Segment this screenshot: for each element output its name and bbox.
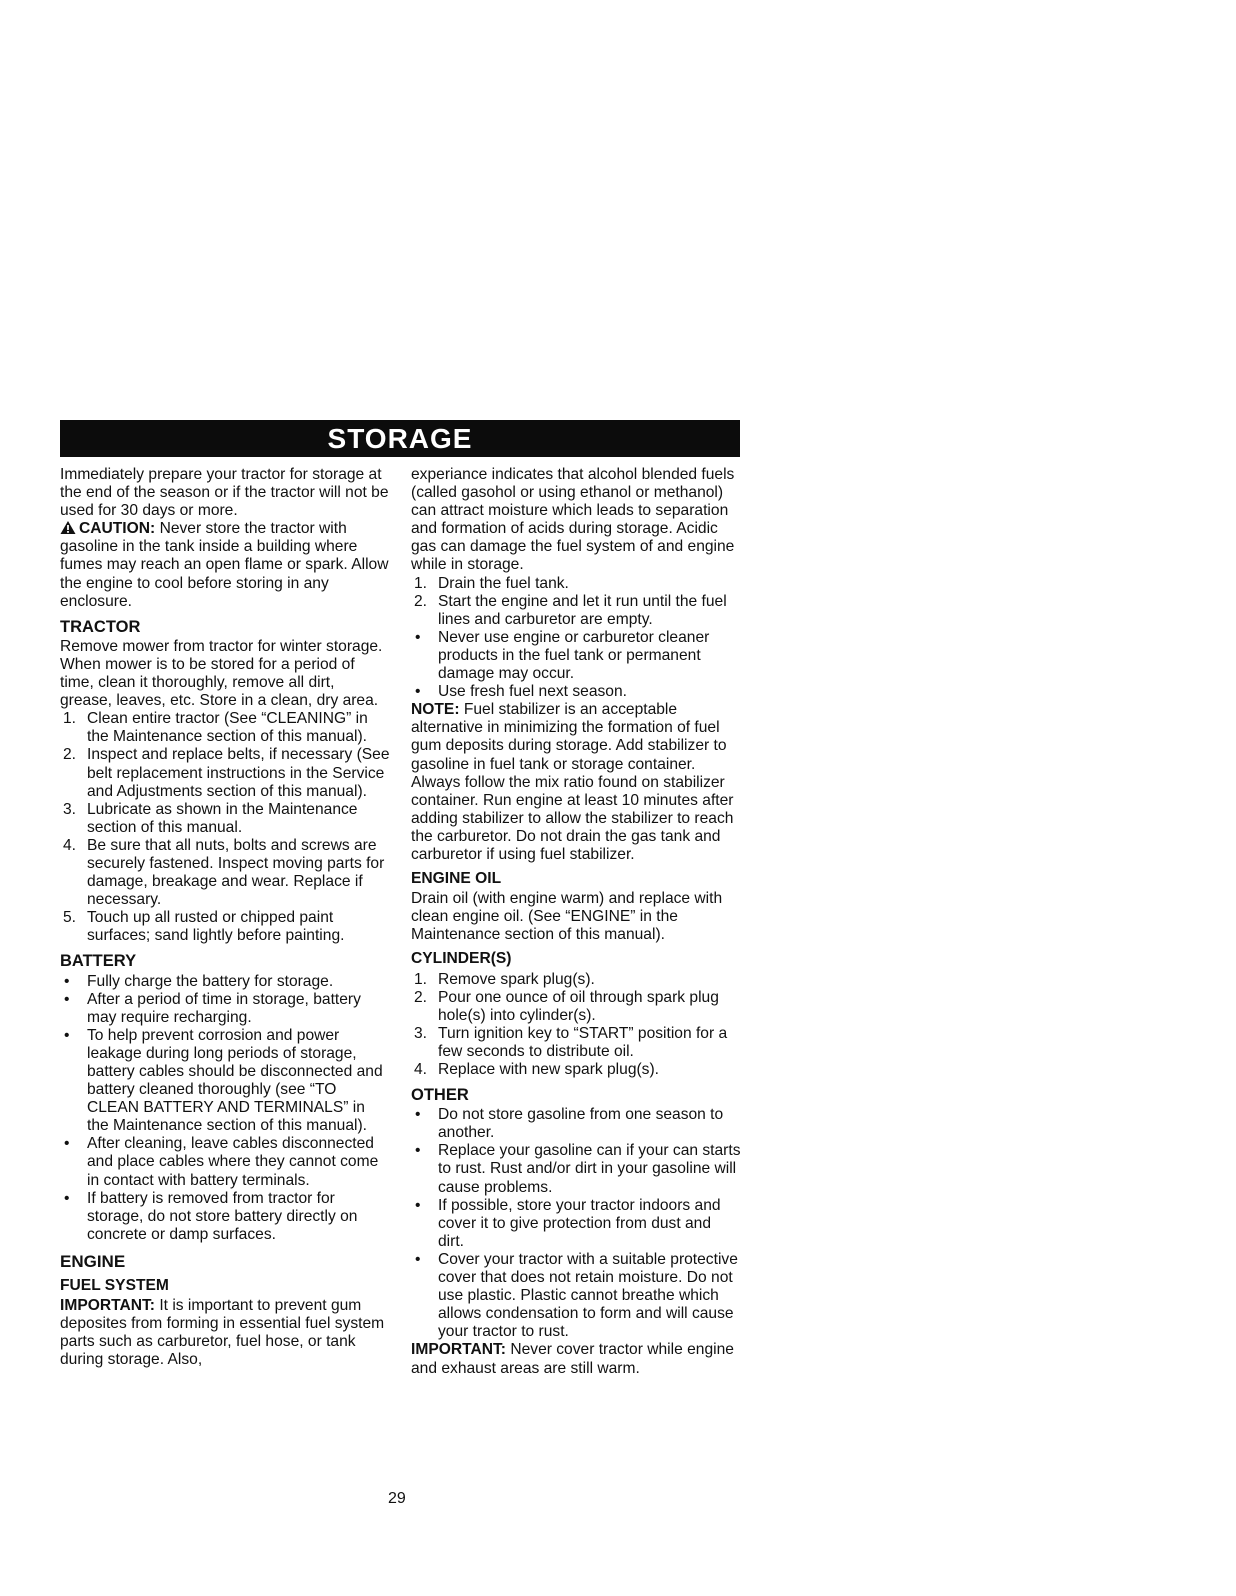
list-item xyxy=(60,837,390,909)
list-item xyxy=(60,801,390,837)
important-label: IMPORTANT: xyxy=(411,1341,506,1359)
list-item xyxy=(411,1061,741,1079)
list-item xyxy=(60,710,390,746)
bullet-text: If battery is removed from tractor for storage, do not store battery directly on concrete or damp surfaces. xyxy=(87,1189,358,1243)
step-text: Be sure that all nuts, bolts and screws are securely fastened. Inspect moving parts for damage, breakage and wear. Replace if necessary. xyxy=(87,836,385,909)
cylinders-heading: CYLINDER(S) xyxy=(411,950,512,968)
bullet-text: Do not store gasoline from one season to another. xyxy=(438,1106,724,1142)
list-item xyxy=(411,629,741,683)
list-item xyxy=(60,909,390,945)
bullet-text: Cover your tractor with a suitable protective cover that does not retain moisture. Do not use plastic. Plastic cannot breathe which allows condensation to form and will cause your tractor to rust. xyxy=(438,1250,738,1341)
engine-heading: ENGINE xyxy=(60,1251,126,1271)
step-text: Clean entire tractor (See “CLEANING” in the Maintenance section of this manual). xyxy=(87,710,368,746)
bullet-text: Never use engine or carburetor cleaner products in the fuel tank or permanent damage may occur. xyxy=(438,628,710,683)
step-text: Replace with new spark plug(s). xyxy=(438,1061,660,1078)
step-number: 1. xyxy=(63,710,77,728)
step-number: 3. xyxy=(63,800,77,818)
section-title: STORAGE xyxy=(327,423,473,454)
caution-paragraph xyxy=(60,520,390,610)
list-item xyxy=(60,991,390,1027)
step-text: Touch up all rusted or chipped paint surfaces; sand lightly before painting. xyxy=(87,909,345,945)
tractor-paragraph: Remove mower from tractor for winter storage. When mower is to be stored for a period of time, clean it thoroughly, remove all dirt, grease, leaves, etc. Store in a clean, dry area. xyxy=(60,637,383,710)
list-item xyxy=(411,989,741,1025)
fuel-bullets xyxy=(411,629,741,701)
step-text: Drain the fuel tank. xyxy=(438,574,569,592)
battery-heading: BATTERY xyxy=(60,952,137,971)
list-item xyxy=(411,575,741,593)
bullet-icon: • xyxy=(64,1189,70,1207)
other-bullets xyxy=(411,1106,741,1341)
page-number: 29 xyxy=(388,1490,406,1507)
step-text: Pour one ounce of oil through spark plug hole(s) into cylinder(s). xyxy=(438,988,719,1024)
step-number: 4. xyxy=(63,836,77,854)
step-number: 1. xyxy=(414,574,428,592)
list-item xyxy=(60,1027,390,1136)
right-column xyxy=(411,466,741,1378)
list-item xyxy=(411,971,741,989)
list-item xyxy=(411,1106,741,1142)
step-number: 2. xyxy=(63,746,77,764)
bullet-icon: • xyxy=(64,1026,70,1044)
list-item xyxy=(411,1142,741,1196)
step-text: Lubricate as shown in the Maintenance section of this manual. xyxy=(87,800,358,836)
important-label: IMPORTANT: xyxy=(60,1297,155,1315)
tractor-steps xyxy=(60,710,390,945)
bullet-icon: • xyxy=(64,990,70,1008)
engine-oil-paragraph: Drain oil (with engine warm) and replace with clean engine oil. (See “ENGINE” in the Maintenance section of this manual). xyxy=(411,890,723,944)
step-text: Remove spark plug(s). xyxy=(438,970,595,988)
bullet-icon: • xyxy=(415,1106,421,1124)
section-title-banner xyxy=(60,420,740,457)
cylinder-steps xyxy=(411,971,741,1080)
step-number: 5. xyxy=(63,909,77,927)
bullet-icon: • xyxy=(415,1142,421,1160)
list-item xyxy=(60,1135,390,1189)
battery-bullets xyxy=(60,973,390,1244)
fuel-steps xyxy=(411,575,741,629)
note-text: Fuel stabilizer is an acceptable alternative in minimizing the formation of fuel gum deposits during storage. Add stabilizer to gasoline in fuel tank or storage container. Always follow the mix ratio found on stabilizer container. Run engine at least 10 minutes after adding stabilizer to allow the stabilizer to reach the carburetor. Do not drain the gas tank and carburetor if using fuel stabilizer. xyxy=(411,701,734,863)
left-column xyxy=(60,466,390,1370)
step-text: Inspect and replace belts, if necessary (See belt replacement instructions in the Service and Adjustments section of this manual). xyxy=(87,746,390,800)
bullet-text: To help prevent corrosion and power leakage during long periods of storage, battery cables should be disconnected and battery cleaned thoroughly (see “TO CLEAN BATTERY AND TERMINALS” in the Maintenance section of this manual). xyxy=(87,1026,383,1135)
step-number: 4. xyxy=(414,1061,428,1078)
fuel-important-paragraph xyxy=(60,1297,390,1369)
bullet-icon: • xyxy=(415,1196,421,1214)
important-text: It is important to prevent gum deposites from forming in essential fuel system parts such as carburetor, fuel hose, or tank during storage. Also, xyxy=(60,1297,385,1369)
list-item xyxy=(60,746,390,800)
list-item xyxy=(411,1197,741,1251)
fuel-system-heading: FUEL SYSTEM xyxy=(60,1277,169,1295)
fuel-continued-paragraph: experiance indicates that alcohol blended fuels (called gasohol or using ethanol or methanol) can attract moisture which leads to separation and formation of acids during storage. Acidic gas can damage the fuel system of and engine while in storage. xyxy=(411,466,735,574)
list-item xyxy=(60,1190,390,1244)
list-item xyxy=(411,1025,741,1061)
step-number: 3. xyxy=(414,1024,428,1042)
bullet-text: Fully charge the battery for storage. xyxy=(87,972,334,990)
step-text: Start the engine and let it run until the fuel lines and carburetor are empty. xyxy=(438,592,727,628)
note-paragraph xyxy=(411,701,741,864)
step-number: 1. xyxy=(414,970,428,988)
step-text: Turn ignition key to “START” position for a few seconds to distribute oil. xyxy=(438,1024,728,1060)
important-text: Never cover tractor while engine and exhaust areas are still warm. xyxy=(411,1341,734,1377)
bullet-icon: • xyxy=(64,972,70,990)
caution-text: Never store the tractor with gasoline in the tank inside a building where fumes may reach an open flame or spark. Allow the engine to cool before storing in any enclosure. xyxy=(60,520,389,610)
bullet-text: Use fresh fuel next season. xyxy=(438,683,627,701)
list-item xyxy=(411,593,741,629)
warning-triangle-icon xyxy=(60,520,76,535)
list-item xyxy=(60,973,390,991)
list-item xyxy=(411,1251,741,1341)
bullet-icon: • xyxy=(415,1250,421,1268)
engine-oil-heading: ENGINE OIL xyxy=(411,870,502,888)
step-number: 2. xyxy=(414,592,428,610)
bullet-icon: • xyxy=(415,683,421,701)
other-heading: OTHER xyxy=(411,1086,469,1105)
list-item xyxy=(411,683,741,701)
other-important-paragraph xyxy=(411,1341,741,1377)
bullet-text: If possible, store your tractor indoors and cover it to give protection from dust and dirt. xyxy=(438,1196,721,1250)
bullet-icon: • xyxy=(415,628,421,646)
bullet-text: After cleaning, leave cables disconnected and place cables where they cannot come in contact with battery terminals. xyxy=(87,1135,379,1189)
caution-label: CAUTION: xyxy=(79,520,156,538)
step-number: 2. xyxy=(414,988,428,1006)
intro-paragraph: Immediately prepare your tractor for storage at the end of the season or if the tractor will not be used for 30 days or more. xyxy=(60,466,389,520)
bullet-icon: • xyxy=(64,1135,70,1153)
tractor-heading: TRACTOR xyxy=(60,617,141,636)
bullet-text: After a period of time in storage, battery may require recharging. xyxy=(87,990,361,1026)
note-label: NOTE: xyxy=(411,701,460,719)
bullet-text: Replace your gasoline can if your can starts to rust. Rust and/or dirt in your gasoline will cause problems. xyxy=(438,1142,741,1196)
